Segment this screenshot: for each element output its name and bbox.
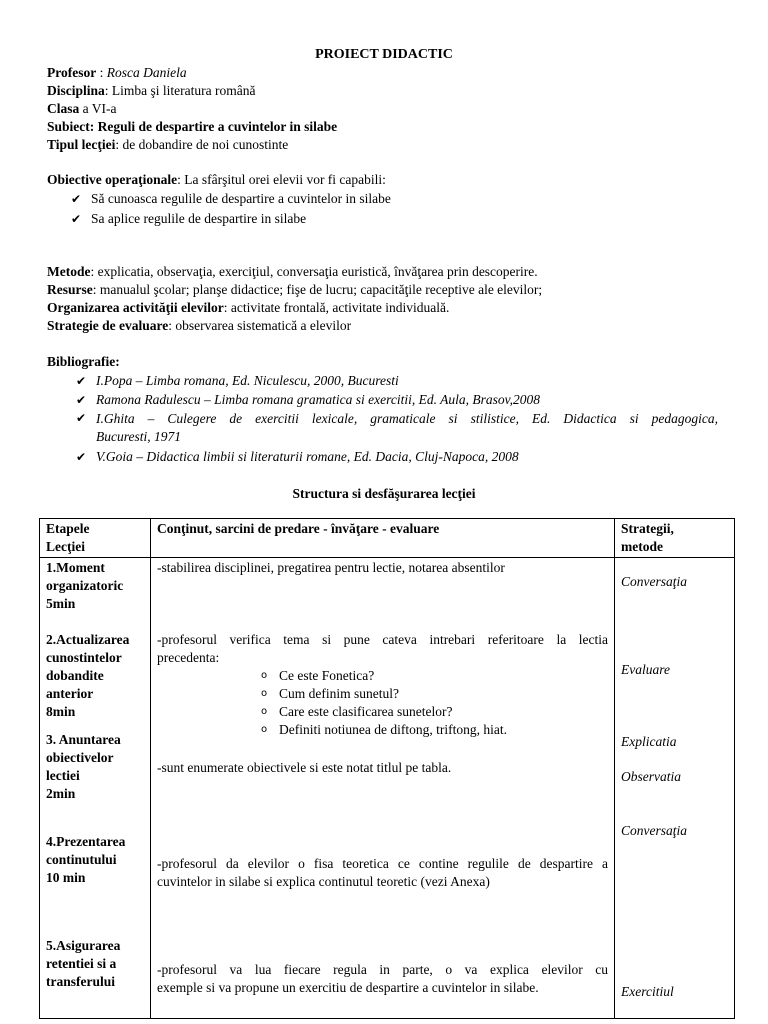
tipul-line (47, 137, 288, 153)
objectives-line (47, 172, 386, 188)
tipul-value: : de dobandire de noi cunostinte (115, 137, 289, 152)
organizare-value: : activitate frontală, activitate individuală. (223, 300, 450, 315)
strategie-line (47, 318, 351, 334)
metode-label: Metode (47, 264, 91, 279)
profesor-sep: : (96, 65, 107, 80)
bullet-icon: o (260, 670, 268, 681)
checkmark-icon: ✔ (76, 411, 87, 425)
header-etapele: Etapele Lecţiei (40, 519, 151, 558)
disciplina-label: Disciplina (47, 83, 105, 98)
checkmark-icon: ✔ (71, 192, 82, 206)
strategy-column: Conversaţia Evaluare Explicatia Observatia Conversaţia Exercitiul (615, 558, 735, 1019)
question-item: o Definiti notiunea de diftong, triftong, hiat. (249, 721, 608, 739)
question-item: o Ce este Fonetica? (249, 667, 608, 685)
checkmark-icon: ✔ (71, 212, 82, 226)
header-strategii: Strategii, metode (615, 519, 735, 558)
checkmark-icon: ✔ (76, 393, 87, 407)
structure-title: Structura si desfăşurarea lecţiei (292, 486, 476, 501)
organizare-line (47, 300, 449, 316)
objective-item: ✔ Sa aplice regulile de despartire in silabe (71, 211, 307, 226)
content-column: -stabilirea disciplinei, pregatirea pentru lectie, notarea absentilor -profesorul verifica tema si pune cateva intrebari referitoare la lectia precedenta: o Ce este Fonetica? o Cum definim sunetul? o Care este clasificarea sunetelor? o Definiti notiunea de diftong, triftong, hiat. -sunt enumerate obiectivele si este notat titlul pe tabla. -profesorul da elevilor o fisa teoretica ce contine regulile de despartire a cuvintelor in silabe si explica continutul teoretic (vezi Anexa) -profesorul va lua fiecare regula in parte, o va explica elevilor cu exemple si va propune un exercitiu de despartire a cuvintelor in silabe. (151, 558, 615, 1019)
profesor-value: Rosca Daniela (106, 65, 187, 80)
strategie-label: Strategie de evaluare (47, 318, 169, 333)
metode-value: : explicatia, observaţia, exerciţiul, conversaţia euristică, învăţarea prin descoperire. (90, 264, 538, 279)
disciplina-line (47, 83, 255, 99)
clasa-line (47, 101, 117, 117)
question-item: o Care este clasificarea sunetelor? (249, 703, 608, 721)
tipul-label: Tipul lecţiei (47, 137, 116, 152)
disciplina-value: : Limba şi literatura română (104, 83, 256, 98)
profesor-line (47, 65, 187, 81)
bullet-icon: o (260, 688, 268, 699)
bullet-icon: o (260, 706, 268, 717)
subiect-label: Subiect (47, 119, 90, 134)
checkmark-icon: ✔ (76, 450, 87, 464)
bullet-icon: o (260, 724, 268, 735)
page-title: PROIECT DIDACTIC (315, 47, 453, 62)
table-row (40, 558, 735, 1019)
resurse-value: : manualul şcolar; planşe didactice; fişe de lucru; capacităţile receptive ale elevilor; (92, 282, 543, 297)
bibliography-item: ✔ V.Goia – Didactica limbii si literaturii romane, Ed. Dacia, Cluj-Napoca, 2008 (76, 449, 519, 464)
profesor-label: Profesor (47, 65, 97, 80)
header-continut: Conţinut, sarcini de predare - învăţare - evaluare (151, 519, 615, 558)
bibliography-label: Bibliografie: (47, 354, 120, 369)
bibliography-item: ✔ Ramona Radulescu – Limba romana gramatica si exercitii, Ed. Aula, Brasov,2008 (76, 392, 540, 407)
checkmark-icon: ✔ (76, 374, 87, 388)
objective-item: ✔ Să cunoasca regulile de despartire a cuvintelor in silabe (71, 191, 391, 206)
subiect-line (47, 119, 337, 135)
bibliography-item: ✔ I.Ghita – Culegere de exercitii lexicale, gramaticale si stilistice, Ed. Didactica si pedagogica, (76, 411, 718, 426)
strategie-value: : observarea sistematică a elevilor (168, 318, 352, 333)
bibliography-item: ✔ I.Popa – Limba romana, Ed. Niculescu, 2000, Bucuresti (76, 373, 399, 388)
lesson-table (39, 518, 735, 1019)
table-header-row (40, 519, 735, 558)
stage-column: 1.Moment organizatoric 5min 2.Actualizarea cunostintelor dobandite anterior 8min 3. Anuntarea obiectivelor lectiei 2min 4.Prezentarea continutului 10 min 5.Asigurarea retentiei si a transferului (40, 558, 151, 1019)
resurse-line (47, 282, 542, 298)
question-item: o Cum definim sunetul? (249, 685, 608, 703)
metode-line (47, 264, 538, 280)
clasa-label: Clasa (47, 101, 80, 116)
resurse-label: Resurse (47, 282, 93, 297)
subiect-value: : Reguli de despartire a cuvintelor in silabe (89, 119, 338, 134)
objectives-label: Obiective operaţionale (47, 172, 178, 187)
clasa-value: a VI-a (79, 101, 117, 116)
organizare-label: Organizarea activităţii elevilor (47, 300, 224, 315)
bibliography-item-continuation: Bucuresti, 1971 (96, 429, 181, 444)
objectives-intro: : La sfârşitul orei elevii vor fi capabili: (177, 172, 386, 187)
